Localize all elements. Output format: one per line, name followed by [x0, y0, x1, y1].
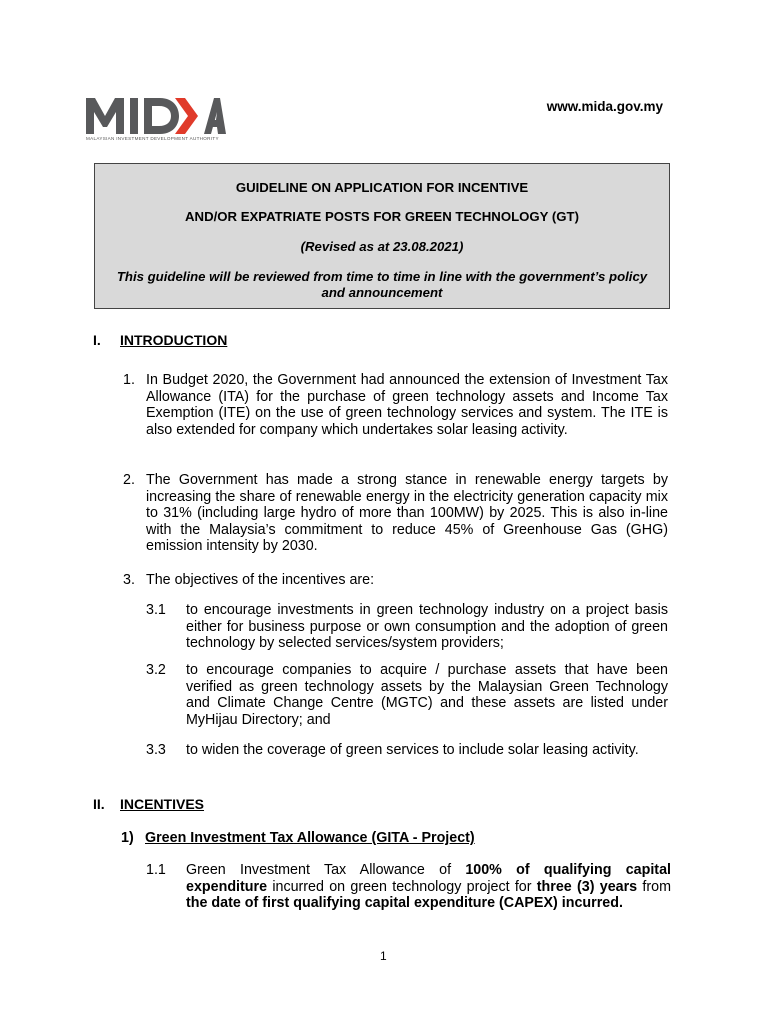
item-number: 1. [123, 372, 135, 388]
title-line-2: AND/OR EXPATRIATE POSTS FOR GREEN TECHNOLOGY (GT) [185, 209, 579, 224]
title-box [94, 163, 670, 309]
mida-logo-mark [86, 94, 226, 136]
clause-text: Green Investment Tax Allowance of [186, 862, 466, 878]
clause-number: 1.1 [146, 862, 166, 878]
revision-date: (Revised as at 23.08.2021) [300, 239, 464, 254]
intro-paragraph-2: The Government has made a strong stance in renewable energy targets by increasing the share of renewable energy in the electricity generation capacity mix to 31% (including large hydro of more than 100MW) by 2025. This is also in-line with the Malaysia’s commitment to reduce 45% of Greenhouse Gas (GHG) emission intensity by 2030. [146, 472, 668, 554]
intro-paragraph-3: The objectives of the incentives are: [146, 572, 375, 588]
gita-clause-1-1 [186, 862, 671, 912]
subitem-number: 3.1 [146, 602, 166, 618]
clause-bold-text: three (3) years [536, 878, 638, 895]
section-introduction-heading [93, 332, 393, 350]
objective-3-1: to encourage investments in green technology industry on a project basis either for business purpose or own consumption and the adoption of green technology by selected services/system providers; [186, 602, 668, 651]
review-note: This guideline will be reviewed from time to time in line with the government’s policy and announcement [116, 269, 648, 300]
clause-text: incurred on green technology project for [267, 878, 537, 895]
item-number: 3. [123, 572, 135, 588]
clause-bold-text: 100% of qualifying capital expenditure [186, 862, 671, 895]
subitem-number: 3.3 [146, 742, 166, 758]
section-number: I. [93, 332, 101, 348]
page-number: 1 [380, 949, 387, 963]
intro-paragraph-1: In Budget 2020, the Government had announced the extension of Investment Tax Allowance (ITA) for the purchase of green technology assets and Income Tax Exemption (ITE) on the use of green technology services and system. The ITE is also extended for company which undertakes solar leasing activity. [146, 372, 668, 438]
section-title: INCENTIVES [120, 796, 205, 812]
section-number: II. [93, 796, 105, 812]
logo-tagline: MALAYSIAN INVESTMENT DEVELOPMENT AUTHORITY [86, 136, 219, 141]
subitem-number: 3.2 [146, 662, 166, 678]
subsection-title: Green Investment Tax Allowance (GITA - Project) [145, 830, 475, 846]
clause-bold-text: the date of first qualifying capital expenditure (CAPEX) incurred. [186, 895, 623, 911]
title-line-1: GUIDELINE ON APPLICATION FOR INCENTIVE [235, 180, 529, 195]
website-url[interactable]: www.mida.gov.my [546, 99, 663, 114]
item-number: 2. [123, 472, 135, 488]
subsection-number: 1) [121, 830, 134, 846]
section-incentives-heading [93, 796, 393, 814]
section-title: INTRODUCTION [120, 332, 228, 348]
objective-3-2: to encourage companies to acquire / purchase assets that have been verified as green technology assets by the Malaysian Green Technology and Climate Change Centre (MGTC) and these assets are listed under MyHijau Directory; and [186, 662, 668, 728]
objective-3-3: to widen the coverage of green services to include solar leasing activity. [186, 742, 639, 758]
clause-text: from [637, 878, 671, 895]
